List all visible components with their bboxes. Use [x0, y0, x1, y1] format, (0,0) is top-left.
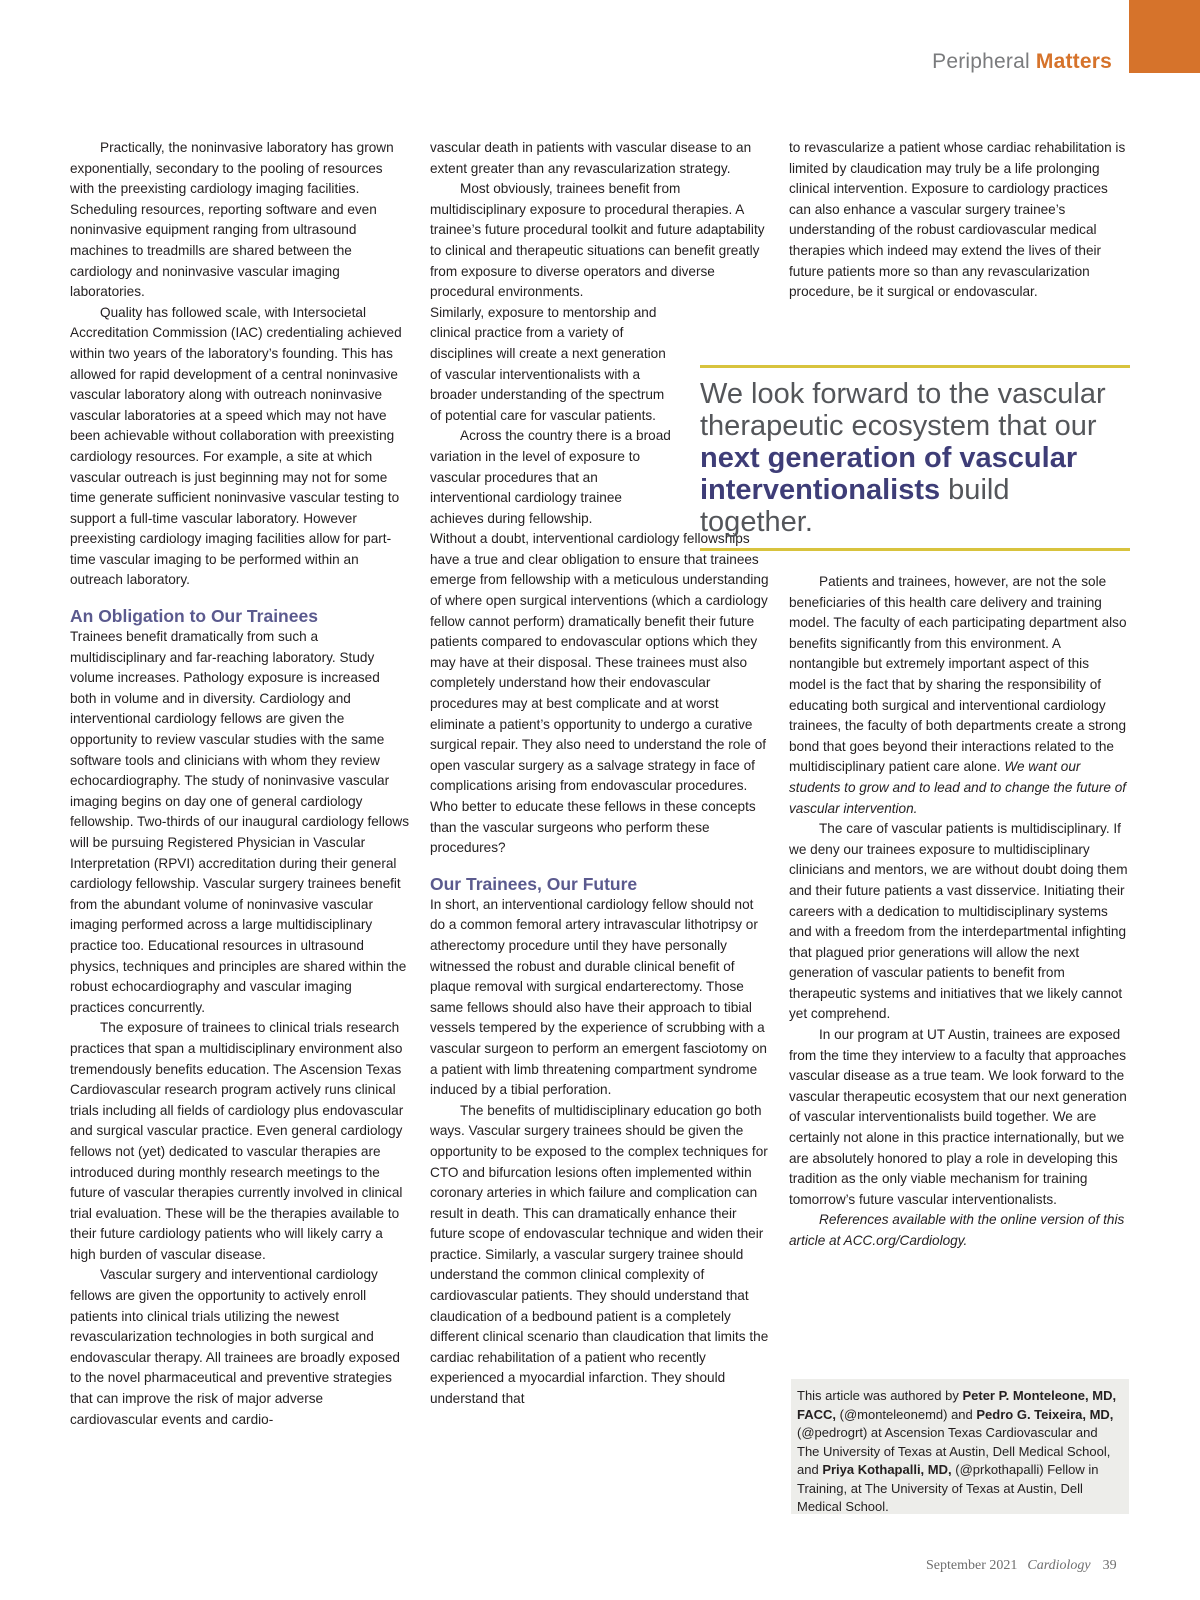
paragraph: In short, an interventional cardiology fellow should not do a common femoral artery intravascular lithotripsy or atherectomy procedure until they have personally witnessed the robust and durable clinical benefit of plaque removal with surgical endarterectomy. Those same fellows should also have their approach to tibial vessels tempered by the experience of scrubbing with a vascular surgeon to perform an emergent fasciotomy on a patient with limb threatening compartment syndrome induced by a tibial perforation. [430, 896, 767, 1098]
paragraph: Across the country there is a broad variation in the level of exposure to vascular procedures that an interventional cardiology trainee achieves during fellowship. [430, 428, 671, 526]
paragraph: In our program at UT Austin, trainees are exposed from the time they interview to a faculty that approaches vascular disease as a true team. We look forward to the vascular therapeutic ecosystem that our next generation of vascular interventionalists build together. We are certainly not alone in this practice internationally, but we are absolutely honored to play a role in developing this tradition as the only viable mechanism for training tomorrow’s future vascular interventionalists. [789, 1027, 1127, 1207]
author-name: Priya Kothapalli, MD, [822, 1462, 952, 1477]
paragraph: to revascularize a patient whose cardiac rehabilitation is limited by claudication may truly be a life prolonging clinical intervention. Exposure to cardiology practices can also enhance a vascular surgery trainee’s understanding of the robust cardiovascular medical therapies which indeed may extend the lives of their future patients more so than any revascularization procedure, be it surgical or endovascular. [789, 140, 1126, 300]
author-text: (@pedrogrt) at Ascension Texas Cardiovascular and The University of Texas at Austin, Dell Medical School, and [797, 1425, 1111, 1477]
paragraph: Vascular surgery and interventional cardiology fellows are given the opportunity to actively enroll patients into clinical trials utilizing the newest revascularization technologies in both surgical and endovascular therapy. All trainees are broadly exposed to the novel pharmaceutical and preventive strategies that can improve the risk of major adverse cardiovascular events and cardio- [70, 1267, 400, 1427]
author-text: (@prkothapalli) Fellow in Training, at The University of Texas at Austin, Dell Medical School. [797, 1462, 1099, 1514]
column-1 [70, 138, 410, 1430]
paragraph: vascular death in patients with vascular disease to an extent greater than any revascularization strategy. [430, 140, 752, 176]
issue-date: September 2021 [926, 1558, 1018, 1573]
pull-quote-text-end: build together. [700, 474, 1010, 538]
journal-name: Cardiology [1027, 1558, 1091, 1573]
column-3-top [789, 138, 1129, 303]
paragraph-italic-text: We want our students to grow and to lead and to change the future of vascular intervention. [789, 759, 1127, 816]
paragraph: Without a doubt, interventional cardiology fellowships have a true and clear obligation to ensure that trainees emerge from fellowship with a meticulous understanding of where open surgical interventions (which a cardiology fellow cannot perform) dramatically benefit their future patients compared to endovascular options which they may have at their disposal. These trainees must also completely understand how their endovascular procedures may at best complicate and at worst eliminate a patient’s opportunity to undergo a curative surgical repair. They also need to understand the role of open vascular surgery as a salvage strategy in face of complications arising from endovascular procedures. Who better to educate these fellows in these concepts than the vascular surgeons who perform these procedures? [430, 531, 769, 856]
column-3-bottom [789, 572, 1129, 1252]
paragraph-text: Patients and trainees, however, are not the sole beneficiaries of this health care delivery and training model. The faculty of each participating department also benefits significantly from this environment. A nontangible but extremely important aspect of this model is the fact that by sharing the responsibility of educating both surgical and interventional cardiology trainees, the faculty of both departments create a strong bond that goes beyond their interactions related to the multidisciplinary patient care alone. [789, 574, 1127, 775]
page-number: 39 [1102, 1558, 1117, 1573]
pull-quote-text: We look forward to the vascular therapeutic ecosystem that our [700, 378, 1106, 442]
section-heading-future: Our Trainees, Our Future [430, 873, 638, 894]
section-label-part2: Matters [1035, 50, 1112, 73]
references-note: References available with the online version of this article at ACC.org/Cardiology. [789, 1212, 1125, 1248]
paragraph: Similarly, exposure to mentorship and clinical practice from a variety of disciplines will create a next generation of vascular interventionalists with a broader understanding of the spectrum of potential care for vascular patients. [430, 304, 666, 423]
paragraph: Quality has followed scale, with Intersocietal Accreditation Commission (IAC) credentialing achieved within two years of the laboratory’s founding. This has allowed for rapid development of a central noninvasive vascular laboratory along with outreach noninvasive vascular laboratories at a speed which may not have been achievable without collaboration with preexisting cardiology resources. For example, a site at which vascular outreach is just beginning may not for some time generate sufficient noninvasive vascular testing to support a full-time vascular laboratory. However preexisting cardiology imaging facilities allow for part-time vascular imaging to be performed within an outreach laboratory. [70, 304, 402, 588]
paragraph: The benefits of multidisciplinary education go both ways. Vascular surgery trainees should be given the opportunity to be exposed to the complex techniques for CTO and bifurcation lesions often implemented within coronary arteries in which failure and complication can result in death. This can dramatically enhance their future scope of endovascular technique and widen their practice. Similarly, a vascular surgery trainee should understand the common clinical complexity of cardiovascular patients. They should understand that claudication of a bedbound patient is a completely different clinical scenario than claudication that limits the cardiac rehabilitation of a patient who recently experienced a myocardial infarction. They should understand that [430, 1102, 769, 1407]
paragraph [789, 572, 1129, 819]
paragraph: The exposure of trainees to clinical trials research practices that span a multidisciplinary environment also tremendously benefits education. The Ascension Texas Cardiovascular research program actively runs clinical trials including all fields of cardiology plus endovascular and surgical vascular practice. Even general cardiology fellows not (yet) dedicated to vascular therapies are introduced during monthly research meetings to the future of vascular therapies currently involved in clinical trial evaluation. These will be the therapies available to their future cardiology patients who will likely carry a high burden of vascular disease. [70, 1020, 404, 1262]
paragraph: Practically, the noninvasive laboratory has grown exponentially, secondary to the pooling of resources with the preexisting cardiology imaging facilities. Scheduling resources, reporting software and even noninvasive equipment ranging from ultrasound machines to treadmills are shared between the cardiology and noninvasive vascular imaging laboratories. [70, 140, 394, 300]
section-label-part1: Peripheral [932, 50, 1030, 73]
author-text: This article was authored by [797, 1388, 963, 1403]
paragraph: Trainees benefit dramatically from such a multidisciplinary and far-reaching laboratory. Study volume increases. Pathology exposure is increased both in volume and in diversity. Cardiology and interventional cardiology fellows are given the opportunity to review vascular studies with the same software tools and clinicians with whom they review echocardiography. The study of noninvasive vascular imaging begins on day one of general cardiology fellowship. Two-thirds of our inaugural cardiology fellows will be pursuing Registered Physician in Vascular Interpretation (RPVI) accreditation during their general cardiology fellowship. Vascular surgery trainees benefit from the abundant volume of noninvasive vascular imaging performed across a large multidisciplinary practice too. Educational resources in ultrasound physics, techniques and principles are shared within the robust echocardiography and vascular imaging practices concurrently. [70, 629, 410, 1015]
pull-quote [700, 365, 1130, 551]
pull-quote-emphasis: next generation of vascular interventionalists [700, 442, 1078, 506]
author-text: (@monteleonemd) and [836, 1406, 977, 1422]
author-name: Peter P. Monteleone, MD, FACC, [797, 1388, 1117, 1422]
section-label [932, 50, 1112, 74]
page-footer [926, 1558, 1117, 1574]
corner-color-tab [1129, 0, 1200, 73]
section-heading-obligation: An Obligation to Our Trainees [70, 606, 318, 627]
author-box [791, 1379, 1129, 1514]
author-name: Pedro G. Teixeira, MD, [976, 1406, 1114, 1422]
paragraph: The care of vascular patients is multidisciplinary. If we deny our trainees exposure to multidisciplinary clinicians and mentors, we are without doubt doing them and their future patients a vast disservice. Initiating their careers with a dedication to multidisciplinary systems and with a freedom from the interdepartmental infighting that plagued prior generations will allow the next generation of vascular patients to benefit from therapeutic systems and initiatives that we likely cannot yet comprehend. [789, 821, 1128, 1022]
column-2 [430, 138, 770, 1410]
paragraph: Most obviously, trainees benefit from multidisciplinary exposure to procedural therapies. A trainee’s future procedural toolkit and future adaptability to clinical and therapeutic situations can benefit greatly from exposure to diverse operators and diverse procedural environments. [430, 181, 765, 300]
